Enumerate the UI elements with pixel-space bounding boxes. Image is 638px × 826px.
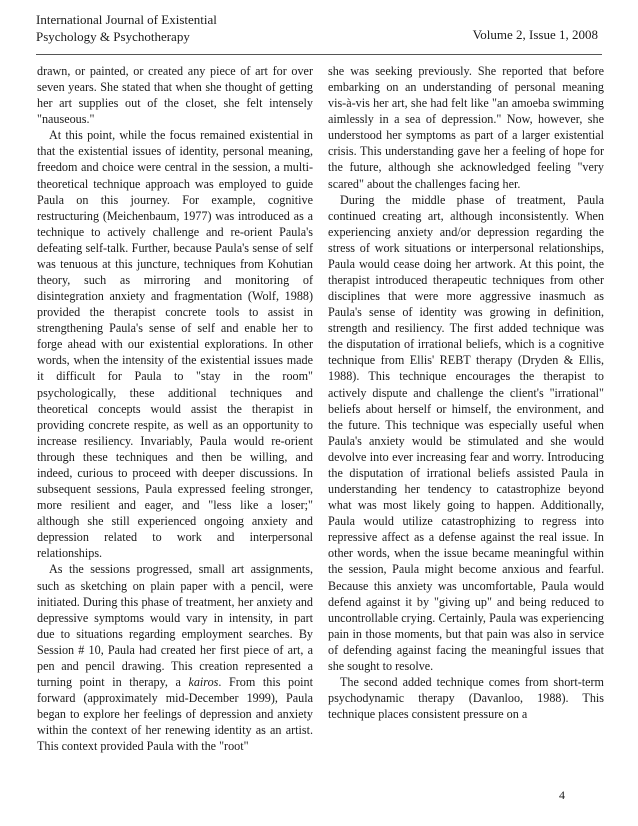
journal-title-line-2: Psychology & Psychotherapy xyxy=(36,29,190,44)
left-column xyxy=(37,63,313,754)
left-paragraph-3-text-b: . From this point forward (approximately mid-December 1999), Paula began to explore her feelings of depression and anxiety within the context of her renewing identity as an artist. This context provided Paula with the "root" xyxy=(37,674,313,754)
left-paragraph-2: At this point, while the focus remained existential in that the existential issues of identity, personal meaning, freedom and choice were central in the session, a multi-theoretical technique approach was employed to guide Paula on this journey. For example, cognitive restructuring (Meichenbaum, 1977) was introduced as a technique to actively challenge and re-orient Paula's defeating self-talk. Further, because Paula's sense of self was tenuous at this juncture, techniques from Kohutian theory, such as mirroring and monitoring of disintegration anxiety and fragmentation (Wolf, 1988) provided the therapist concrete tools to assist in strengthening Paula's sense of self and enable her to forge ahead with our existential explorations. In other words, when the intensity of the existential issues made it difficult for Paula to "stay in the room" psychologically, these additional techniques and theoretical concepts would assist the therapist in providing concrete respite, as well as an opportunity to increase resiliency. Invariably, Paula would re-orient through these techniques and then be willing, and indeed, curious to proceed with deeper discussions. In subsequent sessions, Paula expressed feeling stronger, more resilient and eager, and "less like a loser;" although she still experienced ongoing anxiety and depression related to work and interpersonal relationships. xyxy=(37,128,313,561)
right-paragraph-3: The second added technique comes from short-term psychodynamic therapy (Davanloo, 1988). This technique places consistent pressure on a xyxy=(328,674,604,722)
right-paragraph-1: she was seeking previously. She reported that before embarking on an understanding of personal meaning vis-à-vis her art, she had felt like "an amoeba swimming aimlessly in a sea of depression." Now, however, she understood her symptoms as part of a larger existential crisis. This understanding gave her a feeling of hope for the future, although she acknowledged feeling "very scared" about the challenges facing her. xyxy=(328,64,604,191)
left-paragraph-3-text-a: As the sessions progressed, small art assignments, such as sketching on plain paper with a pencil, were initiated. During this phase of treatment, her anxiety and depressive symptoms would vary in intensity, in part due to situations regarding employment searches. By Session # 10, Paula had created her first piece of art, a pen and pencil drawing. This creation represented a turning point in therapy, a xyxy=(37,562,313,689)
header-divider xyxy=(36,54,602,55)
page-number: 4 xyxy=(559,788,565,802)
right-column xyxy=(328,63,604,722)
running-header xyxy=(36,11,602,49)
kairos-term: kairos xyxy=(188,674,219,689)
journal-title xyxy=(36,11,217,45)
left-paragraph-3 xyxy=(37,561,313,754)
journal-title-line-1: International Journal of Existential xyxy=(36,12,217,27)
right-paragraph-2: During the middle phase of treatment, Paula continued creating art, although inconsistently. When experiencing anxiety and/or depression regarding the stress of work situations or interpersonal relationships, Paula would cease doing her artwork. At this point, the therapist introduced therapeutic techniques from other disciplines that were more aggressive inasmuch as Paula's sense of identity was growing in definition, strength and resiliency. The first added technique was the disputation of irrational beliefs, which is a cognitive technique from Ellis' REBT therapy (Dryden & Ellis, 1988). This technique encourages the therapist to actively dispute and challenge the client's "irrational" beliefs about herself or himself, the environment, and the future. This technique was especially useful when Paula's anxiety would be stimulated and she would devolve into ever increasing fear and worry. Introducing the disputation of irrational beliefs assisted Paula in understanding her tendency to catastrophize beyond what was most likely going to happen. Additionally, Paula would utilize catastrophizing to regress into repressive affect as a defense against the real issue. In other words, when the issue became meaningful within the session, Paula might become anxious and fearful. Because this anxiety was uncomfortable, Paula would defend against it by "giving up" and being reduced to uncontrollable crying. Certainly, Paula was experiencing pain in those moments, but that pain was also in service of defending against facing the meaningful issues that she sought to resolve. xyxy=(328,192,604,673)
left-paragraph-1: drawn, or painted, or created any piece of art for over seven years. She stated that when she thought of getting her art supplies out of the closet, she felt intensely "nauseous." xyxy=(37,64,313,127)
issue-info: Volume 2, Issue 1, 2008 xyxy=(472,27,598,42)
